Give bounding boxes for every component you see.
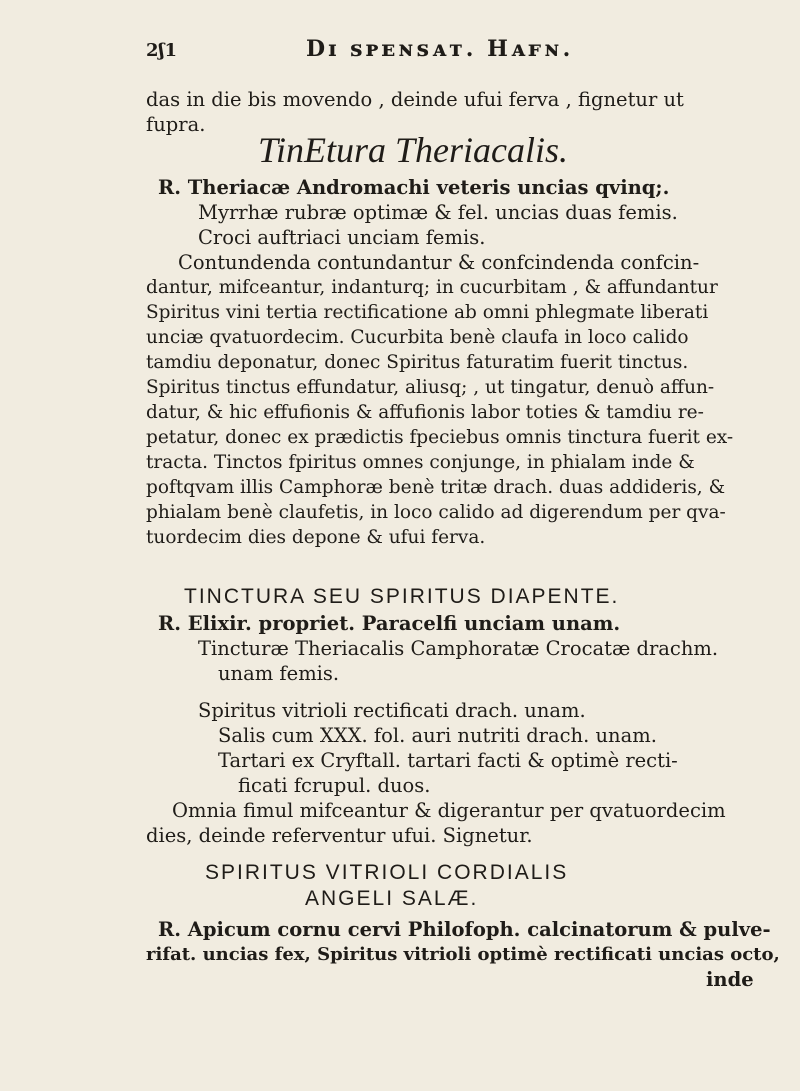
section-title-tinctura-diapente: TINCTURA SEU SPIRITUS DIAPENTE. xyxy=(184,585,620,608)
page-number: 2ʃ1 xyxy=(146,40,178,61)
paragraph-line: tuordecim dies depone & ufui ferva. xyxy=(146,527,486,548)
section-title-spiritus-vitrioli: SPIRITUS VITRIOLI CORDIALIS xyxy=(205,861,569,884)
running-head xyxy=(146,36,746,76)
recipe-line: Tincturæ Theriacalis Camphoratæ Crocatæ drachm. xyxy=(198,637,719,660)
paragraph-line: dies, deinde referventur ufui. Signetur. xyxy=(146,824,533,847)
recipe-line: ficati fcrupul. duos. xyxy=(238,774,431,797)
recipe-line: unam femis. xyxy=(218,662,340,685)
paragraph-line: poftqvam illis Camphoræ benè tritæ drach. duas addideris, & xyxy=(146,477,726,498)
paragraph-line: Spiritus tinctus effundatur, aliusq; , ut tingatur, denuò affun- xyxy=(146,377,715,398)
intro-line-1: das in die bis movendo , deinde ufui ferva , fignetur ut xyxy=(146,88,684,111)
paragraph-line: rifat. uncias fex, Spiritus vitrioli optimè rectificati uncias octo, xyxy=(146,944,780,965)
recipe-line: R. Theriacæ Andromachi veteris uncias qvinq;. xyxy=(158,176,670,199)
section-title-tinctura-theriacalis: TinEtura Theriacalis. xyxy=(258,130,569,170)
paragraph-line: tamdiu deponatur, donec Spiritus faturatim fuerit tinctus. xyxy=(146,352,689,373)
catchword: inde xyxy=(706,968,754,991)
paragraph-line: Spiritus vini tertia rectificatione ab omni phlegmate liberati xyxy=(146,302,709,323)
paragraph-line: unciæ qvatuordecim. Cucurbita benè claufa in loco calido xyxy=(146,327,689,348)
paragraph-line: Contundenda contundantur & confcindenda confcin- xyxy=(178,251,700,274)
paragraph-line: dantur, mifceantur, indanturq; in cucurbitam , & affundantur xyxy=(146,277,718,298)
recipe-line: Croci auftriaci unciam femis. xyxy=(198,226,486,249)
recipe-line: Spiritus vitrioli rectificati drach. unam. xyxy=(198,699,586,722)
recipe-line: Myrrhæ rubræ optimæ & fel. uncias duas femis. xyxy=(198,201,678,224)
paragraph-line: datur, & hic effufionis & affufionis labor toties & tamdiu re- xyxy=(146,402,704,423)
recipe-line: R. Elixir. propriet. Paracelfi unciam unam. xyxy=(158,612,621,635)
recipe-line: Tartari ex Cryftall. tartari facti & optimè recti- xyxy=(218,749,678,772)
recipe-line: R. Apicum cornu cervi Philofoph. calcinatorum & pulve- xyxy=(158,918,771,941)
paragraph-line: tracta. Tinctos fpiritus omnes conjunge, in phialam inde & xyxy=(146,452,695,473)
recipe-line: Salis cum XXX. fol. auri nutriti drach. unam. xyxy=(218,724,657,747)
paragraph-line: petatur, donec ex prædictis fpeciebus omnis tinctura fuerit ex- xyxy=(146,427,734,448)
section-subtitle-angeli-salae: ANGELI SALÆ. xyxy=(305,887,479,910)
paragraph-line: phialam benè claufetis, in loco calido ad digerendum per qva- xyxy=(146,502,726,523)
paragraph-line: Omnia fimul mifceantur & digerantur per qvatuordecim xyxy=(172,799,726,822)
running-title: Dɪ ꜱᴘᴇɴꜱᴀᴛ. Hᴀꜰɴ. xyxy=(306,36,574,62)
intro-line-2: fupra. xyxy=(146,113,206,136)
